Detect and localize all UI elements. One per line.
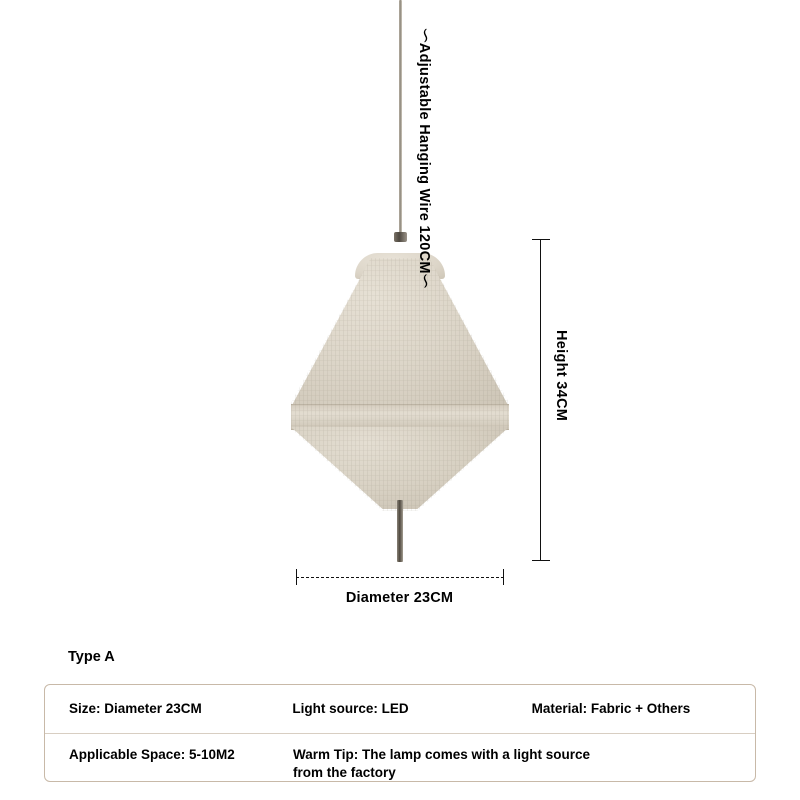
height-tick-top	[532, 239, 550, 240]
hanging-wire	[399, 0, 402, 235]
lamp-shade-lower-cone	[291, 427, 509, 509]
diameter-dimension-label	[0, 590, 800, 606]
type-caption: Type A	[68, 649, 115, 665]
spec-row	[45, 685, 755, 734]
spec-warm-tip: Warm Tip: The lamp comes with a light source from the factory	[293, 747, 591, 781]
spec-light-source: Light source: LED	[292, 700, 409, 716]
wire-connector-cap	[394, 232, 407, 242]
spec-applicable-space: Applicable Space: 5-10M2	[69, 747, 235, 762]
height-tick-bottom	[532, 560, 550, 561]
diameter-tick-right	[503, 569, 504, 585]
specification-table	[44, 684, 756, 782]
diameter-dimension-line	[296, 577, 504, 578]
spec-material: Material: Fabric + Others	[531, 700, 691, 716]
spec-size: Size: Diameter 23CM	[69, 700, 202, 716]
hanging-wire-label: 〜Adjustable Hanging Wire 120CM〜	[416, 28, 432, 289]
diameter-tick-left	[296, 569, 297, 585]
lamp-shade-middle-band	[291, 404, 509, 430]
diameter-dimension-text: Diameter 23CM	[345, 590, 454, 606]
spec-row	[45, 734, 755, 783]
lower-rod	[397, 500, 403, 562]
height-dimension-label: Height 34CM	[553, 330, 569, 422]
height-dimension-line	[540, 239, 541, 561]
lamp-shade-upper-cone	[291, 259, 509, 407]
